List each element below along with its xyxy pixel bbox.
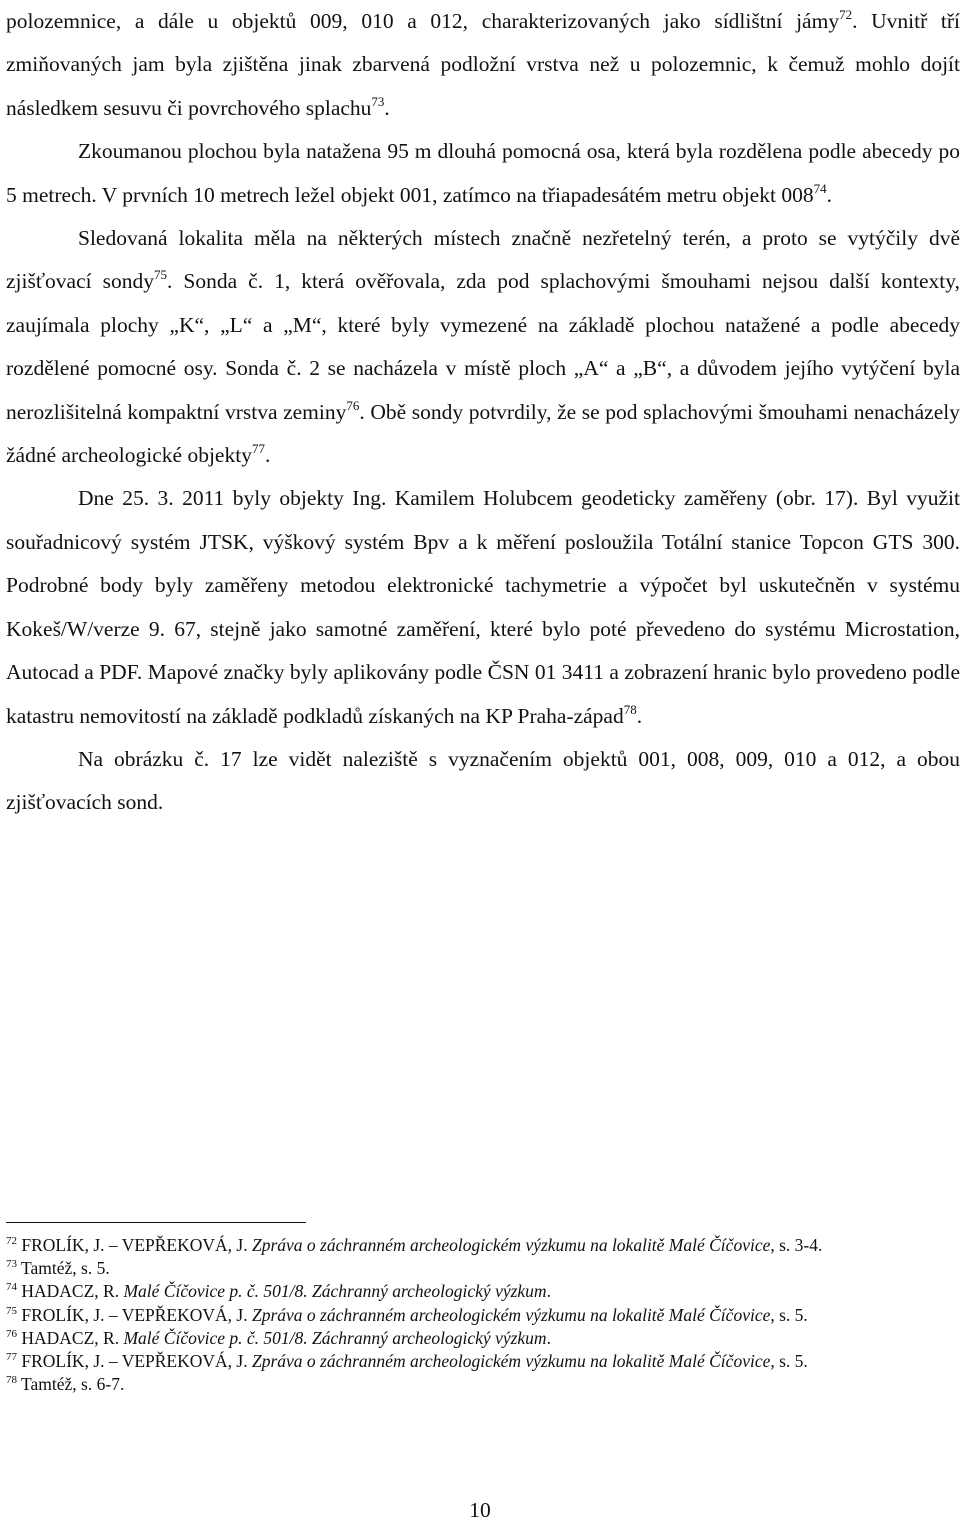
footnote-reference: 74 xyxy=(813,180,827,196)
text-run: , s. 5. xyxy=(770,1304,808,1325)
text-run: Tamtéž, s. 5. xyxy=(17,1258,110,1279)
footnote xyxy=(6,1234,960,1257)
text-run: Malé Číčovice p. č. 501/8. Záchranný archeologický výzkum xyxy=(123,1281,547,1302)
text-run: Dne 25. 3. 2011 byly objekty Ing. Kamilem Holubcem geodeticky zaměřeny (obr. 17). Byl využit souřadnicový systém JTSK, výškový systém Bpv a k měření posloužila Totální stanice Topcon GTS 300. Podrobné body byly zaměřeny metodou elektronické tachymetrie a výpočet byl uskutečněn v systému Kokeš/W/verze 9. 67, stejně jako samotné zaměření, které bylo poté převedeno do systému Microstation, Autocad a PDF. Mapové značky byly aplikovány podle ČSN 01 3411 a zobrazení hranic bylo provedeno podle katastru nemovitostí na základě podkladů získaných na KP Praha-západ xyxy=(6,486,960,728)
footnote xyxy=(6,1350,960,1373)
footnote-reference: 72 xyxy=(839,7,853,22)
text-run: Zkoumanou plochou byla natažena 95 m dlouhá pomocná osa, která byla rozdělena podle abecedy po 5 metrech. V prvních 10 metrech ležel objekt 001, zatímco na třiapadesátém metru objekt 008 xyxy=(6,139,960,207)
footnote-reference: 76 xyxy=(346,397,360,413)
text-run: . Obě sondy potvrdily, že se pod splachovými šmouhami nenacházely žádné archeologické objekty xyxy=(6,399,960,468)
footnote-number: 74 xyxy=(6,1281,17,1294)
text-run: Zpráva o záchranném archeologickém výzkumu na lokalitě Malé Číčovice xyxy=(251,1351,771,1372)
footnote-number: 76 xyxy=(6,1327,17,1340)
footnote-number: 72 xyxy=(6,1235,17,1247)
footnote-separator xyxy=(6,1222,306,1223)
footnote-reference: 75 xyxy=(154,267,167,283)
footnote-reference: 78 xyxy=(623,701,637,717)
footnote-number: 75 xyxy=(6,1304,17,1317)
text-run: Zpráva o záchranném archeologickém výzkumu na lokalitě Malé Číčovice xyxy=(251,1235,771,1255)
text-run: Tamtéž, s. 6-7. xyxy=(17,1374,125,1395)
text-run: . xyxy=(546,1281,551,1302)
paragraph xyxy=(6,0,960,130)
text-run: Na obrázku č. 17 lze vidět naleziště s vyznačením objektů 001, 008, 009, 010 a 012, a obou zjišťovacích sond. xyxy=(6,746,960,815)
text-run: . Uvnitř tří zmiňovaných jam byla zjištěna jinak zbarvená podložní vrstva než u polozemnic, k čemuž mohlo dojít následkem sesuvu či povrchového splachu xyxy=(6,9,960,120)
text-run: , s. 5. xyxy=(770,1351,808,1372)
text-run: Malé Číčovice p. č. 501/8. Záchranný archeologický výzkum xyxy=(123,1327,547,1348)
body-text xyxy=(6,0,960,825)
text-run: . Sonda č. 1, která ověřovala, zda pod splachovými šmouhami nejsou další kontexty, zaujímala plochy „K“, „L“ a „M“, které byly vymezené na základě plochou natažené a podle abecedy rozdělené pomocné osy. Sonda č. 2 se nacházela v místě ploch „A“ a „B“, a důvodem jejího vytýčení byla nerozlišitelná kompaktní vrstva zeminy xyxy=(6,269,960,424)
text-run: . xyxy=(826,182,832,207)
text-run: FROLÍK, J. – VEPŘEKOVÁ, J. xyxy=(17,1304,252,1325)
text-run: Sledovaná lokalita měla na některých místech značně nezřetelný terén, a proto se vytýčily dvě zjišťovací sondy xyxy=(6,226,960,294)
footnote-reference: 77 xyxy=(251,441,265,457)
footnote xyxy=(6,1280,960,1303)
text-run: HADACZ, R. xyxy=(17,1281,124,1302)
text-run: Zpráva o záchranném archeologickém výzkumu na lokalitě Malé Číčovice xyxy=(251,1304,771,1325)
footnote-number: 78 xyxy=(6,1374,17,1387)
footnotes xyxy=(6,1234,960,1396)
text-run: polozemnice, a dále u objektů 009, 010 a 012, charakterizovaných jako sídlištní jámy xyxy=(6,9,840,33)
footnote xyxy=(6,1257,960,1280)
text-run: , s. 3-4. xyxy=(770,1235,823,1255)
text-run: . xyxy=(636,703,643,728)
footnote-number: 73 xyxy=(6,1258,17,1271)
footnote-reference: 73 xyxy=(371,93,385,109)
text-run: HADACZ, R. xyxy=(17,1327,124,1348)
footnote xyxy=(6,1304,960,1327)
paragraph xyxy=(6,477,960,737)
text-run: . xyxy=(264,443,271,468)
text-run: . xyxy=(546,1327,551,1348)
paragraph xyxy=(6,130,960,217)
footnote-number: 77 xyxy=(6,1351,17,1364)
footnote xyxy=(6,1327,960,1350)
text-run: FROLÍK, J. – VEPŘEKOVÁ, J. xyxy=(17,1351,252,1372)
text-run: FROLÍK, J. – VEPŘEKOVÁ, J. xyxy=(17,1235,252,1255)
paragraph xyxy=(6,217,960,477)
footnote xyxy=(6,1373,960,1396)
paragraph xyxy=(6,738,960,825)
text-run: . xyxy=(384,95,390,120)
page-number: 10 xyxy=(469,1498,491,1522)
